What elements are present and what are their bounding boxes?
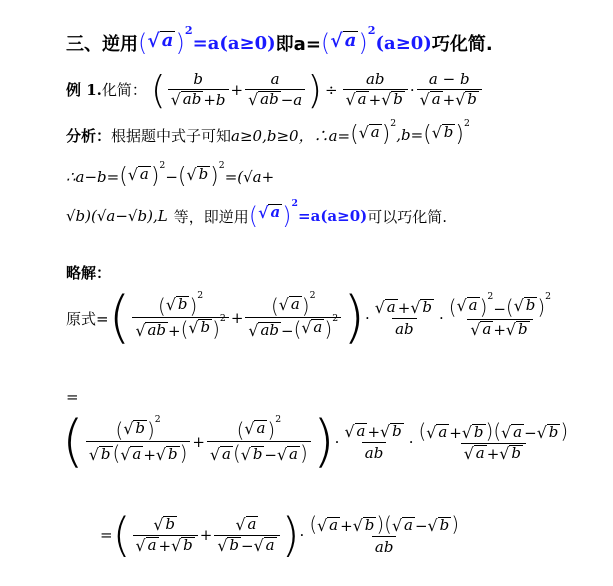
section-cond: (a≥0) bbox=[375, 32, 432, 54]
section-eq: =a(a≥0) bbox=[192, 32, 276, 54]
frac-a: a √ ab −a bbox=[245, 70, 305, 109]
frac-amb: a − b √ a + √ b bbox=[417, 70, 482, 109]
solution-label: 略解： bbox=[66, 264, 112, 282]
equals-sign: = bbox=[66, 388, 79, 406]
section-suffix: 巧化简. bbox=[431, 34, 493, 55]
section-heading bbox=[66, 24, 493, 57]
frac-b: b √ ab +b bbox=[168, 70, 229, 109]
analysis-label: 分析： bbox=[66, 126, 112, 145]
frac-ab: ab √ a + √ b bbox=[343, 70, 408, 109]
sqrt-a-squared-2: ( √ a ) 2 bbox=[320, 24, 376, 57]
sqrt-a-squared: ( √ a ) 2 bbox=[138, 24, 193, 57]
section-prefix: 三、逆用 bbox=[66, 34, 138, 55]
example-label: 例 1. bbox=[66, 81, 102, 99]
example-line: 例 1. 化简： ( b √ ab +b + a √ ab −a ) ÷ ab √ a + √ b · a − b √ a + √ b bbox=[66, 70, 484, 109]
solution-original: 原式= ( ( √ b ) 2 √ ab + ( √ b ) 2 + ( √ a ) 2 √ ab − ( √ a ) 2 ) · √ a + √ b ab · ( √ a ) 2 − ( √ b ) 2 √ a + √ b bbox=[66, 285, 552, 350]
analysis-line-1: 分析： 根据题中式子可知 a≥0,b≥0，∴a= ( √ a ) 2 ,b= ( √ b ) 2 bbox=[66, 118, 470, 147]
solution-step-3: = ( √ b √ a + √ b + √ a √ b − √ a ) · ( √ a + √ b )( √ a − √ b ) ab bbox=[100, 508, 460, 562]
analysis-cond: a≥0,b≥0，∴a= bbox=[231, 126, 351, 145]
analysis-line-3: √b)(√a−√b),L 等，即逆用 ( √ a ) 2 =a(a≥0) 可以巧化简. bbox=[66, 198, 448, 230]
section-mid: 即a= bbox=[275, 34, 321, 55]
analysis-line-2: ∴a−b= ( √ a ) 2 − ( √ b ) 2 =(√a+ bbox=[66, 160, 275, 189]
example-text: 化简： bbox=[101, 81, 147, 99]
analysis-text: 根据题中式子可知 bbox=[111, 126, 232, 145]
solution-step-2: ( ( √ b ) 2 √ b ( √ a + √ b ) + ( √ a ) 2 √ a ( √ b − √ a ) ) · √ a + √ b ab · ( √ a + √ b )( √ a − √ b ) √ a + √ b bbox=[62, 409, 569, 474]
